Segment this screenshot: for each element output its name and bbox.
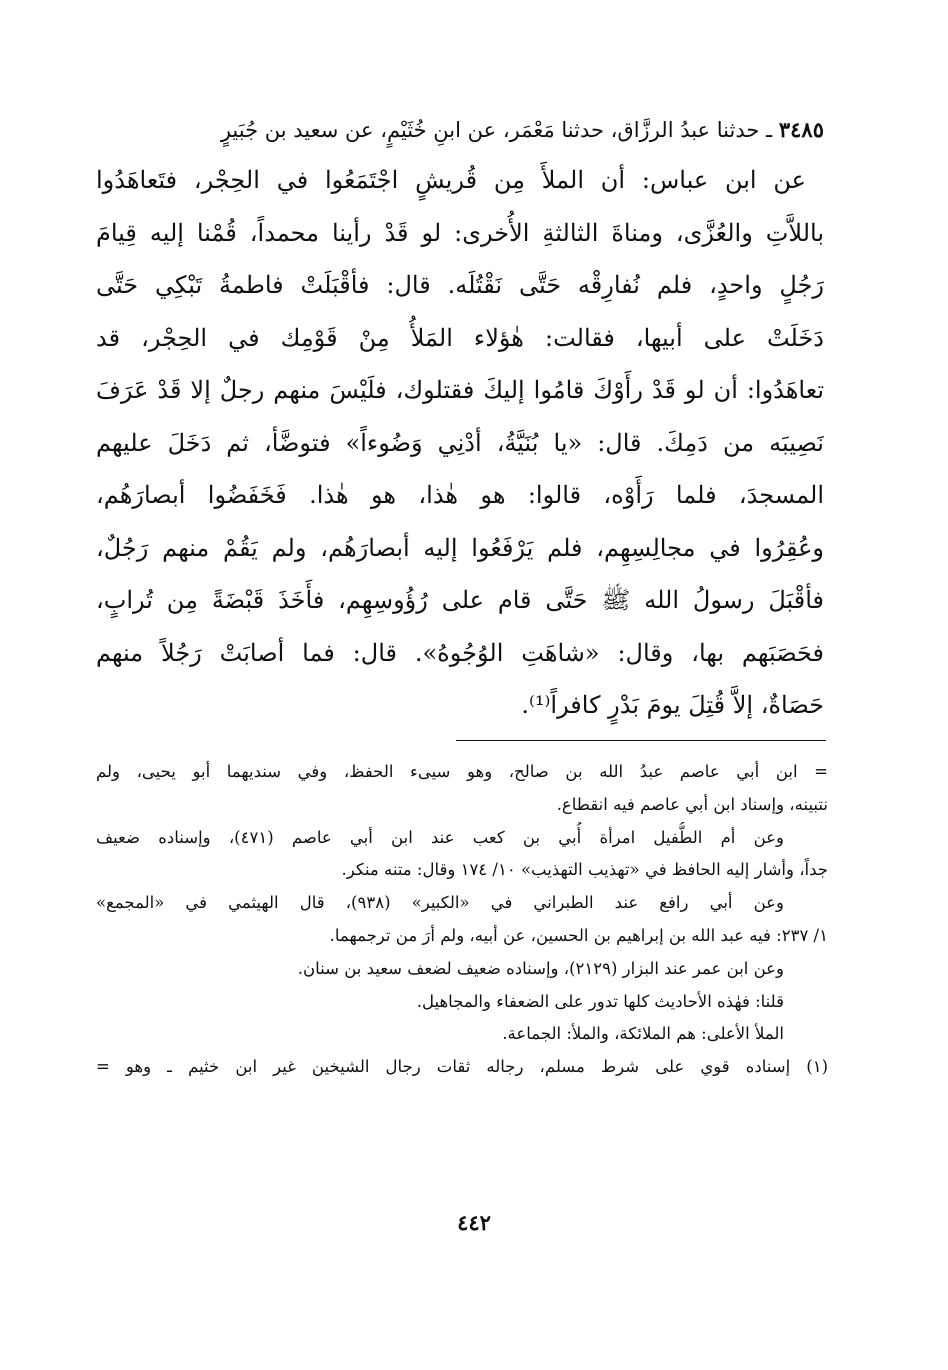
hadith-text-line: فأقْبَلَ رسولُ الله ﷺ حَتَّى قام على رُؤُوسِهِم، فأَخَذَ قَبْضَةً مِن تُرابٍ، — [96, 586, 824, 614]
hadith-text-line: عن ابن عباس: أن الملأَ مِن قُريشٍ اجْتَمَعُوا في الحِجْر، فتَعاهَدُوا — [96, 166, 806, 194]
footnote-line: نتبينه، وإسناد ابن أبي عاصم فيه انقطاع. — [556, 794, 828, 814]
hadith-text-line: المسجدَ، فلما رَأَوْه، قالوا: هو هٰذا، هو هٰذا. فَخَفَضُوا أبصارَهُم، — [96, 481, 824, 509]
hadith-text-line: فحَصَبَهم بها، وقال: «شاهَتِ الوُجُوهُ». قال: فما أصابَتْ رَجُلاً منهم — [96, 638, 824, 667]
hadith-text-line: تعاهَدُوا: أن لو قَدْ رأَوْكَ قامُوا إليكَ فقتلوك، فلَيْسَ منهم رجلٌ إلا قَدْ عَرَفَ — [96, 376, 824, 404]
footnote-line: الملأ الأعلى: هم الملائكة، والملأ: الجماعة. — [502, 1024, 784, 1044]
hadith-text-line: باللاَّتِ والعُزَّى، ومناةَ الثالثةِ الأُخرى: لو قَدْ رأينا محمداً، قُمْنا إليه قِيامَ — [96, 218, 824, 247]
footnote-line: = ابن أبي عاصم عبدُ الله بن صالح، وهو سيىء الحفظ، وفي سنديهما أبو يحيى، ولم — [96, 762, 828, 781]
footnote-line: وعن ابن عمر عند البزار (٢١٢٩)، وإسناده ضعيف لضعف سعيد بن سنان. — [297, 958, 784, 978]
page-number: ٤٤٢ — [457, 1210, 491, 1235]
hadith-number: ٣٤٨٥ — [778, 117, 824, 142]
hadith-block — [96, 108, 824, 732]
hadith-text-line: حَصَاةٌ، إلاَّ قُتِلَ يومَ بَدْرٍ كافراً⁽¹⁾. — [521, 691, 824, 719]
hadith-text-line: رَجُلٍ واحدٍ، فلم نُفارِقْه حَتَّى نَقْتُلَه. قال: فأقْبَلَتْ فاطمةُ تَبْكِي حَتَّى — [96, 271, 824, 299]
footnote-line: وعن أم الطُّفيل امرأة أُبي بن كعب عند ابن أبي عاصم (٤٧١)، وإسناده ضعيف — [96, 827, 784, 847]
hadith-heading — [96, 108, 824, 152]
footnote-line: وعن أبي رافع عند الطبراني في «الكبير» (٩٣٨)، قال الهيثمي في «المجمع» — [96, 893, 784, 913]
footnote-line: ١/ ٢٣٧: فيه عبد الله بن إبراهيم بن الحسين، عن أبيه، ولم أرَ من ترجمهما. — [329, 925, 828, 945]
hadith-text-line: دَخَلَتْ على أبيها، فقالت: هٰؤلاء المَلأُ مِنْ قَوْمِك في الحِجْر، قد — [96, 323, 824, 352]
footnote-line: (١) إسناده قوي على شرط مسلم، رجاله ثقات رجال الشيخين غير ابن خثيم ـ وهو = — [96, 1057, 828, 1077]
hadith-text-line: نَصِيبَه من دَمِكَ. قال: «يا بُنَيَّةُ، أدْنِي وَضُوءاً» فتوضَّأ، ثم دَخَلَ عليهم — [96, 428, 824, 457]
hadith-text-line: وعُقِرُوا في مجالِسِهِم، فلم يَرْفَعُوا إليه أبصارَهُم، ولم يَقُمْ منهم رَجُلٌ، — [96, 533, 824, 562]
footnote-line: قلنا: فهٰذه الأحاديث كلها تدور على الضعفاء والمجاهيل. — [416, 991, 784, 1011]
footnotes-block — [96, 756, 828, 1084]
footnote-line: جداً، وأشار إليه الحافظ في «تهذيب التهذيب» ١٠/ ١٧٤ وقال: متنه منكر. — [341, 860, 828, 880]
footnote-separator — [456, 740, 826, 741]
hadith-isnad: ـ حدثنا عبدُ الرزَّاق، حدثنا مَعْمَر، عن ابنِ خُثَيْمٍ، عن سعيد بن جُبَيرٍ — [220, 118, 773, 142]
